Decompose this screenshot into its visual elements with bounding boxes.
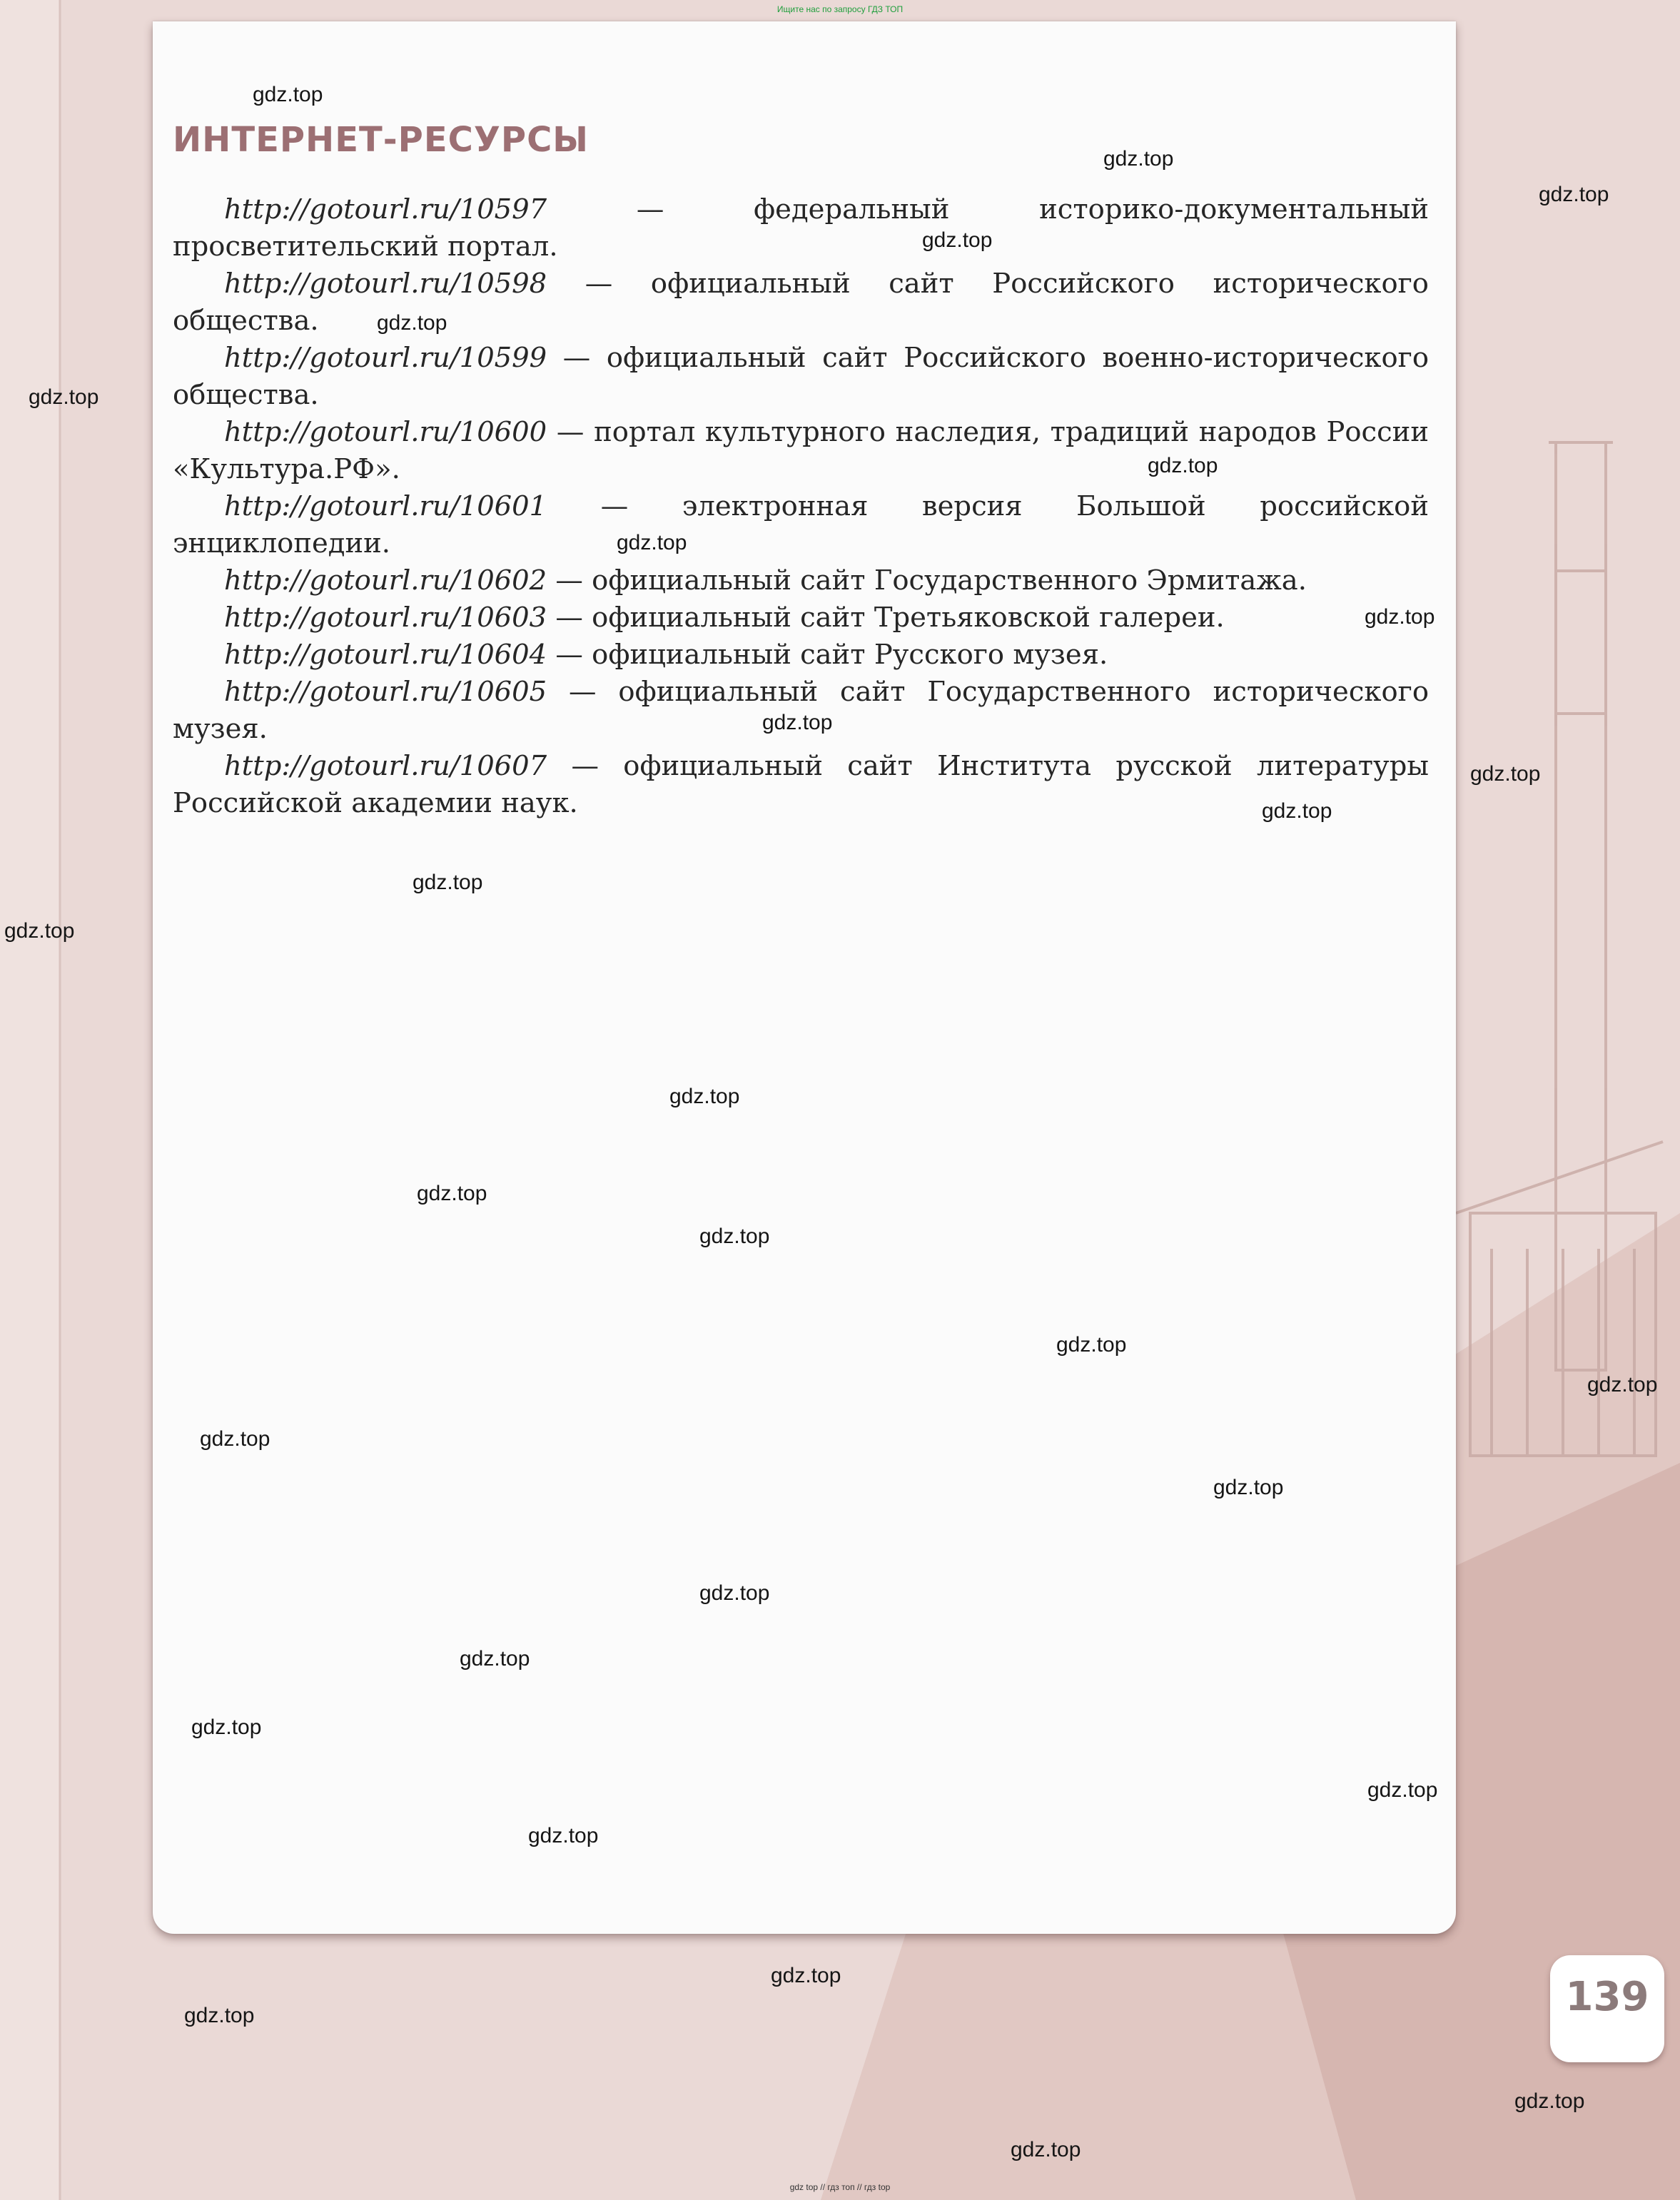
watermark: gdz.top — [1514, 2089, 1585, 2113]
resource-description: — электронная версия Большой российской энциклопедии. — [173, 490, 1429, 559]
watermark: gdz.top — [377, 311, 447, 335]
watermark: gdz.top — [191, 1715, 262, 1739]
watermark: gdz.top — [413, 871, 483, 894]
watermark: gdz.top — [1365, 605, 1435, 629]
watermark: gdz.top — [922, 228, 993, 252]
page-number: 139 — [1565, 1974, 1649, 2020]
watermark: gdz.top — [1148, 454, 1218, 477]
list-item — [173, 414, 1429, 488]
section-heading: ИНТЕРНЕТ-РЕСУРСЫ — [173, 120, 589, 160]
resource-link[interactable]: http://gotourl.ru/10604 — [224, 639, 547, 671]
watermark: gdz.top — [699, 1581, 770, 1605]
resource-link[interactable]: http://gotourl.ru/10607 — [224, 750, 547, 782]
resource-description: — официальный сайт Российского военно-исторического общества. — [173, 342, 1429, 411]
list-item — [173, 488, 1429, 562]
watermark: gdz.top — [1213, 1476, 1284, 1499]
watermark: gdz.top — [1011, 2138, 1081, 2161]
list-item — [173, 265, 1429, 340]
list-item — [173, 599, 1429, 637]
resource-link[interactable]: http://gotourl.ru/10602 — [224, 564, 547, 597]
watermark: gdz.top — [1539, 183, 1609, 206]
resource-description: — официальный сайт Третьяковской галереи. — [547, 602, 1225, 634]
watermark: gdz.top — [669, 1085, 740, 1108]
list-item — [173, 340, 1429, 414]
resource-link[interactable]: http://gotourl.ru/10600 — [224, 416, 547, 448]
resource-description: — портал культурного наследия, традиций народов России «Культура.РФ». — [173, 416, 1429, 485]
resource-description: — официальный сайт Государственного исторического музея. — [173, 676, 1429, 745]
list-item — [173, 637, 1429, 674]
watermark: gdz.top — [1103, 147, 1174, 171]
resource-description: — официальный сайт Государственного Эрмитажа. — [547, 564, 1307, 597]
resource-link[interactable]: http://gotourl.ru/10601 — [224, 490, 547, 522]
watermark: gdz.top — [617, 531, 687, 554]
watermark: gdz.top — [4, 919, 75, 943]
watermark: gdz.top — [184, 2004, 255, 2027]
resource-description: — официальный сайт Института русской литературы Российской академии наук. — [173, 750, 1429, 819]
watermark: gdz.top — [253, 83, 323, 106]
watermark: gdz.top — [1056, 1333, 1127, 1357]
resource-link[interactable]: http://gotourl.ru/10605 — [224, 676, 547, 708]
resource-link[interactable]: http://gotourl.ru/10599 — [224, 342, 547, 374]
list-item — [173, 748, 1429, 822]
top-banner: Ищите нас по запросу ГДЗ ТОП — [776, 4, 904, 14]
watermark: gdz.top — [417, 1182, 487, 1205]
watermark: gdz.top — [771, 1964, 841, 1987]
watermark: gdz.top — [1367, 1778, 1438, 1802]
watermark: gdz.top — [460, 1647, 530, 1671]
resource-link[interactable]: http://gotourl.ru/10603 — [224, 602, 547, 634]
resource-description: — официальный сайт Российского исторического общества. — [173, 268, 1429, 337]
resource-description: — официальный сайт Русского музея. — [547, 639, 1108, 671]
watermark: gdz.top — [200, 1427, 270, 1451]
resource-link[interactable]: http://gotourl.ru/10597 — [224, 193, 547, 225]
watermark: gdz.top — [29, 385, 99, 409]
watermark: gdz.top — [1470, 762, 1541, 786]
watermark: gdz.top — [1587, 1373, 1658, 1396]
resource-link[interactable]: http://gotourl.ru/10598 — [224, 268, 547, 300]
list-item — [173, 191, 1429, 265]
bottom-banner: gdz top // гдз топ // гдз top — [789, 2182, 891, 2192]
list-item — [173, 562, 1429, 599]
watermark: gdz.top — [762, 711, 833, 734]
watermark: gdz.top — [528, 1824, 599, 1847]
watermark: gdz.top — [699, 1225, 770, 1248]
resource-description: — федеральный историко-документальный просветительский портал. — [173, 193, 1429, 263]
watermark: gdz.top — [1262, 799, 1332, 823]
